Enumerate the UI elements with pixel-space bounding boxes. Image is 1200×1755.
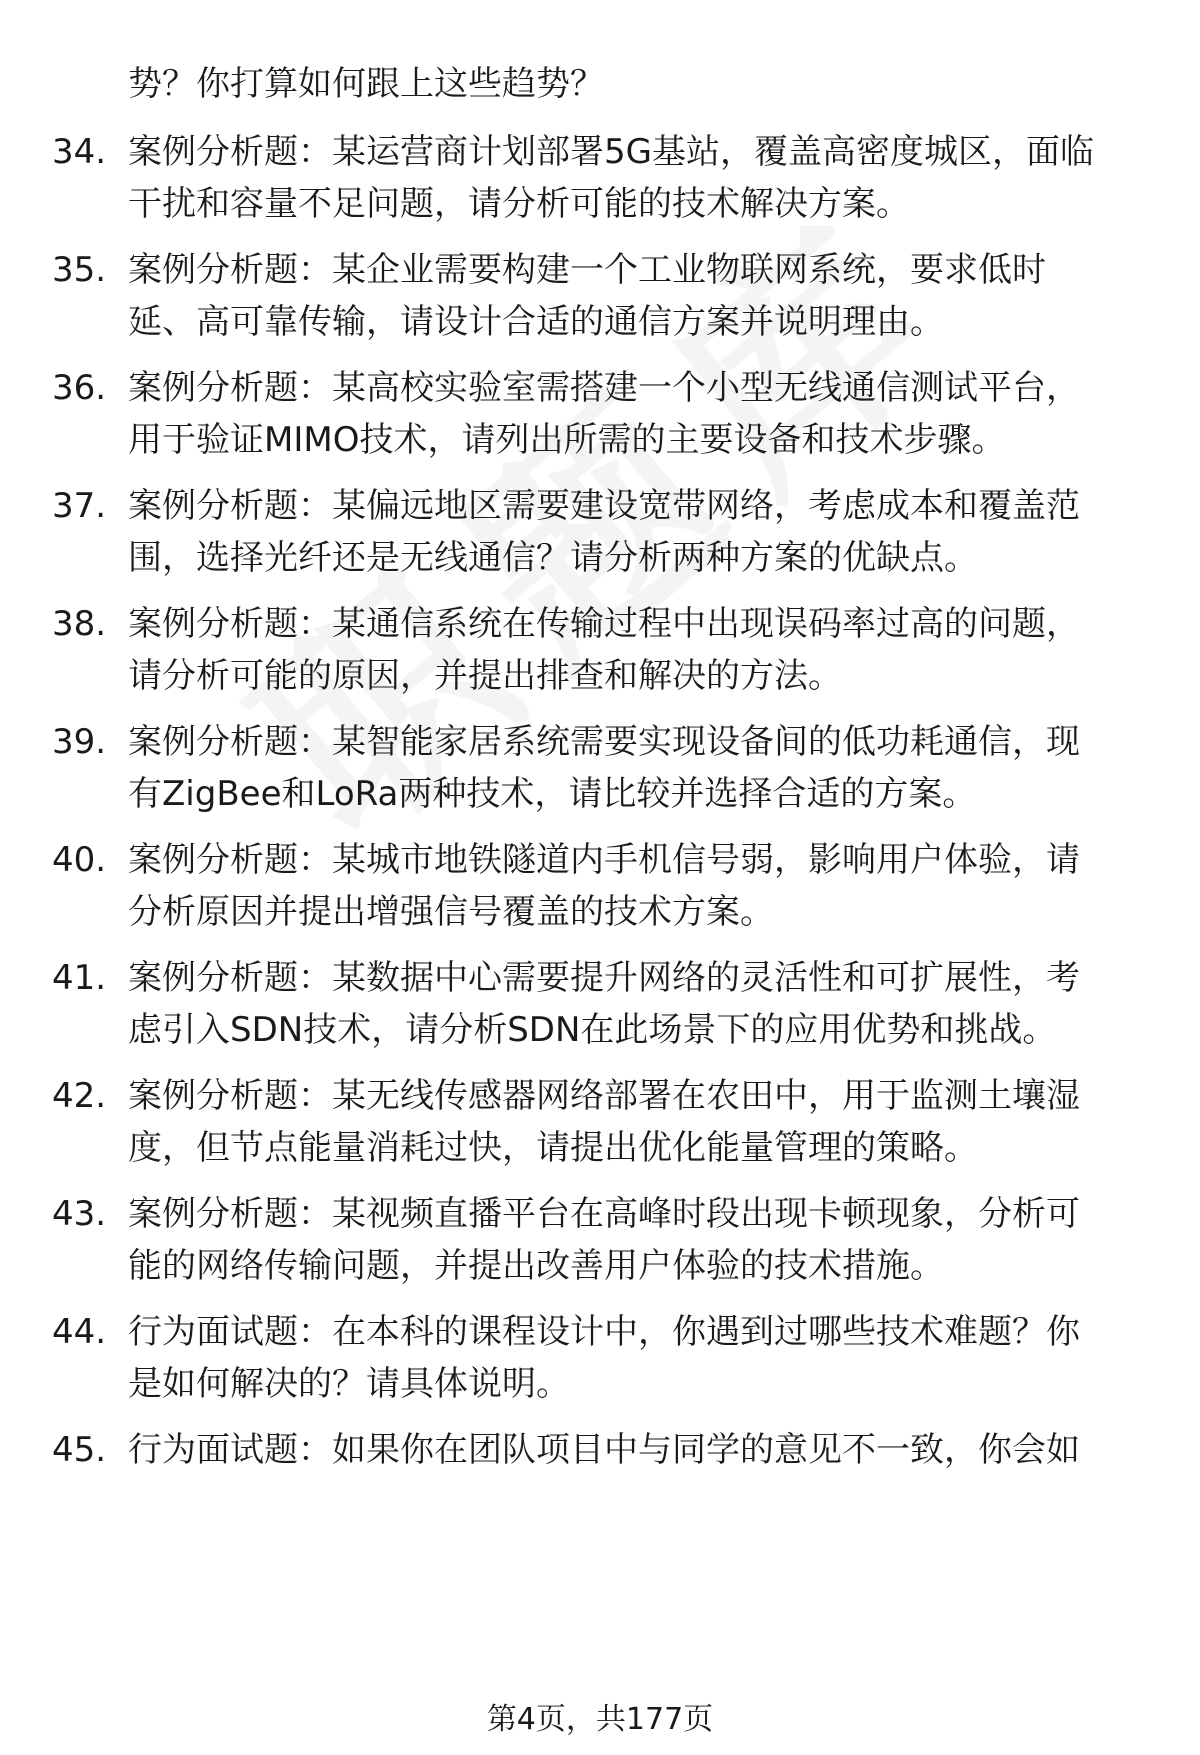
question-text: 案例分析题：某数据中心需要提升网络的灵活性和可扩展性，考 虑引入SDN技术，请分析SDN在此场景下的应用优势和挑战。 — [128, 958, 1080, 1050]
question-number: 41. — [52, 958, 107, 998]
question-number: 43. — [52, 1194, 107, 1234]
question-number: 34. — [52, 132, 107, 172]
question-text: 案例分析题：某企业需要构建一个工业物联网系统，要求低时 延、高可靠传输，请设计合适的通信方案并说明理由。 — [128, 250, 1046, 342]
question-text: 案例分析题：某智能家居系统需要实现设备间的低功耗通信，现 有ZigBee和LoRa两种技术，请比较并选择合适的方案。 — [128, 722, 1080, 814]
question-text: 案例分析题：某无线传感器网络部署在农田中，用于监测土壤湿 度，但节点能量消耗过快，请提出优化能量管理的策略。 — [128, 1076, 1080, 1168]
page-footer: 第4页，共177页 — [486, 1702, 714, 1737]
question-text: 案例分析题：某高校实验室需搭建一个小型无线通信测试平台， 用于验证MIMO技术，请列出所需的主要设备和技术步骤。 — [128, 368, 1080, 460]
question-number: 45. — [52, 1430, 107, 1470]
question-number: 35. — [52, 250, 107, 290]
question-text: 案例分析题：某城市地铁隧道内手机信号弱，影响用户体验，请 分析原因并提出增强信号覆盖的技术方案。 — [128, 840, 1080, 932]
question-number: 38. — [52, 604, 107, 644]
question-number: 36. — [52, 368, 107, 408]
question-number: 44. — [52, 1312, 107, 1352]
question-text: 行为面试题：如果你在团队项目中与同学的意见不一致，你会如 — [128, 1430, 1080, 1470]
question-text: 行为面试题：在本科的课程设计中，你遇到过哪些技术难题？你 是如何解决的？请具体说明。 — [128, 1312, 1080, 1404]
continuation-text: 势？你打算如何跟上这些趋势？ — [128, 64, 604, 104]
question-text: 案例分析题：某通信系统在传输过程中出现误码率过高的问题， 请分析可能的原因，并提出排查和解决的方法。 — [128, 604, 1080, 696]
question-number: 42. — [52, 1076, 107, 1116]
question-text: 案例分析题：某运营商计划部署5G基站，覆盖高密度城区，面临 干扰和容量不足问题，请分析可能的技术解决方案。 — [128, 132, 1094, 224]
question-text: 案例分析题：某偏远地区需要建设宽带网络，考虑成本和覆盖范 围，选择光纤还是无线通信？请分析两种方案的优缺点。 — [128, 486, 1080, 578]
question-number: 37. — [52, 486, 107, 526]
question-number: 40. — [52, 840, 107, 880]
question-number: 39. — [52, 722, 107, 762]
question-text: 案例分析题：某视频直播平台在高峰时段出现卡顿现象，分析可 能的网络传输问题，并提出改善用户体验的技术措施。 — [128, 1194, 1080, 1286]
